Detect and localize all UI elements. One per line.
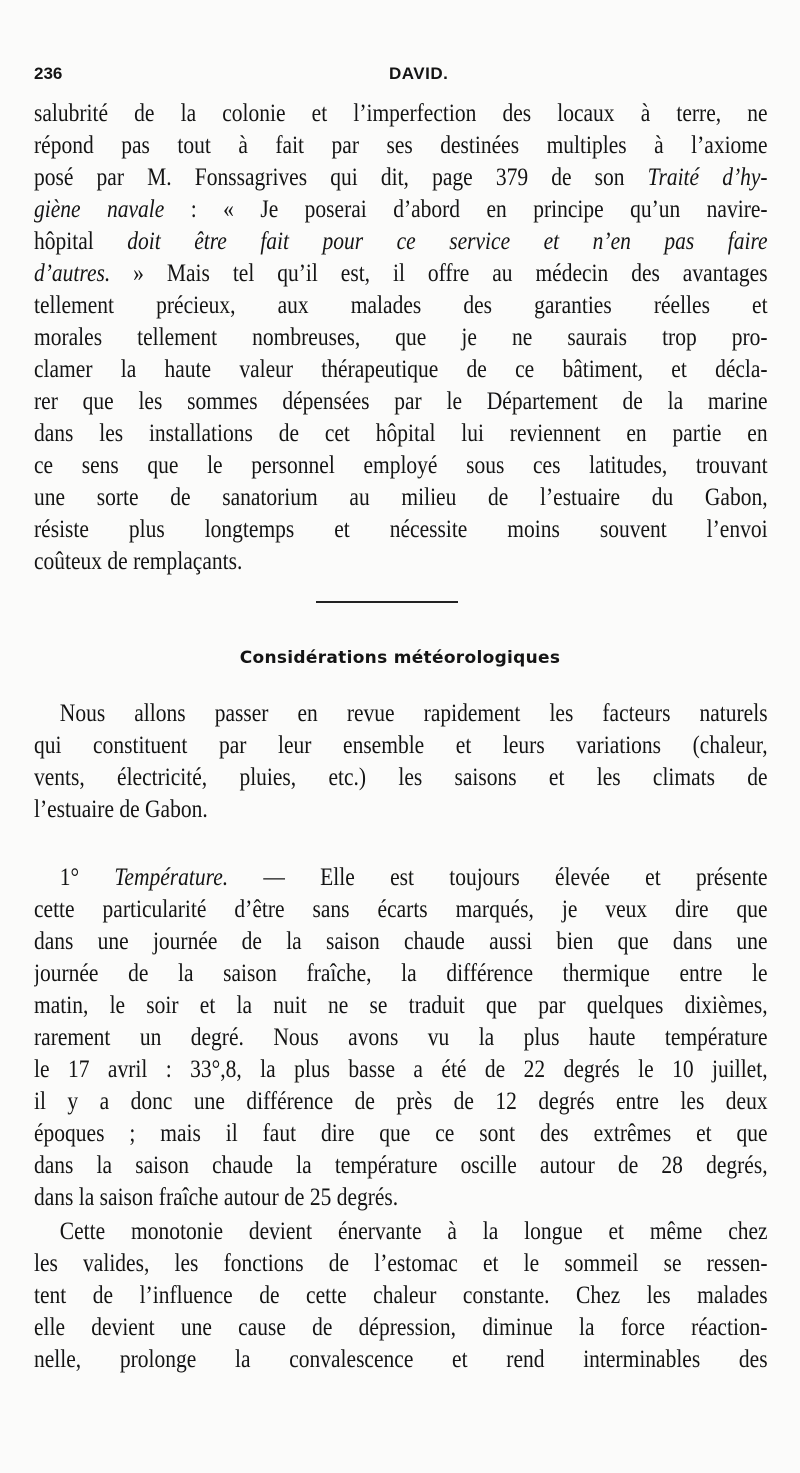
- text-line: dans une journée de la saison chaude aussi bien que dans une: [34, 928, 768, 955]
- text-line: tellement précieux, aux malades des garanties réelles et: [34, 292, 768, 319]
- text-line: 1° Température. — Elle est toujours élevée et présente: [59, 864, 768, 891]
- text-line: dans la saison chaude la température oscille autour de 28 degrés,: [34, 1152, 768, 1179]
- text-line: dans les installations de cet hôpital lui reviennent en partie en: [34, 420, 768, 447]
- text-line: d’autres. » Mais tel qu’il est, il offre au médecin des avantages: [34, 260, 768, 287]
- page-header: [34, 64, 774, 88]
- text-line: giène navale : « Je poserai d’abord en principe qu’un navire-: [34, 196, 768, 223]
- section-title: Considérations météorologiques: [239, 648, 561, 668]
- text-line: vents, électricité, pluies, etc.) les saisons et les climats de: [34, 764, 768, 791]
- running-head: DAVID.: [389, 64, 449, 83]
- text-line: dans la saison fraîche autour de 25 degrés.: [34, 1184, 399, 1211]
- text-line: matin, le soir et la nuit ne se traduit que par quelques dixièmes,: [34, 992, 768, 1019]
- text-line: journée de la saison fraîche, la différence thermique entre le: [34, 960, 768, 987]
- text-line: salubrité de la colonie et l’imperfection des locaux à terre, ne: [34, 100, 768, 127]
- text-line: les valides, les fonctions de l’estomac et le sommeil se ressen-: [34, 1250, 768, 1277]
- text-line: qui constituent par leur ensemble et leurs variations (chaleur,: [34, 732, 768, 759]
- text-line: le 17 avril : 33°,8, la plus basse a été de 22 degrés le 10 juillet,: [34, 1056, 768, 1083]
- text-line: époques ; mais il faut dire que ce sont des extrêmes et que: [34, 1120, 768, 1147]
- text-line: rarement un degré. Nous avons vu la plus haute température: [34, 1024, 768, 1051]
- text-line: clamer la haute valeur thérapeutique de ce bâtiment, et décla-: [34, 356, 768, 383]
- section-divider: [316, 601, 458, 603]
- text-line: hôpital doit être fait pour ce service et n’en pas faire: [34, 228, 768, 255]
- text-line: l’estuaire de Gabon.: [34, 796, 208, 823]
- text-line: Nous allons passer en revue rapidement les facteurs naturels: [59, 700, 768, 727]
- text-line: une sorte de sanatorium au milieu de l’estuaire du Gabon,: [34, 484, 768, 511]
- text-line: cette particularité d’être sans écarts marqués, je veux dire que: [34, 896, 768, 923]
- text-line: elle devient une cause de dépression, diminue la force réaction-: [34, 1314, 768, 1341]
- page-number: 236: [34, 64, 63, 83]
- text-line: ce sens que le personnel employé sous ces latitudes, trouvant: [34, 452, 768, 479]
- text-line: Cette monotonie devient énervante à la longue et même chez: [59, 1218, 768, 1245]
- text-line: morales tellement nombreuses, que je ne saurais trop pro-: [34, 324, 768, 351]
- text-line: résiste plus longtemps et nécessite moins souvent l’envoi: [34, 516, 768, 543]
- text-line: tent de l’influence de cette chaleur constante. Chez les malades: [34, 1282, 768, 1309]
- text-line: répond pas tout à fait par ses destinées multiples à l’axiome: [34, 132, 768, 159]
- text-line: nelle, prolonge la convalescence et rend interminables des: [34, 1346, 768, 1373]
- text-line: rer que les sommes dépensées par le Département de la marine: [34, 388, 768, 415]
- text-line: il y a donc une différence de près de 12 degrés entre les deux: [34, 1088, 768, 1115]
- text-line: posé par M. Fonssagrives qui dit, page 379 de son Traité d’hy-: [34, 164, 768, 191]
- text-line: coûteux de remplaçants.: [34, 548, 243, 575]
